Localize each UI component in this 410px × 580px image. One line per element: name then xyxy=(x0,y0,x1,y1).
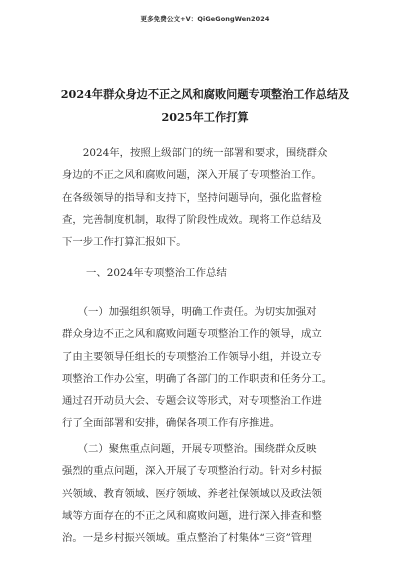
paragraph-line: 下一步工作打算汇报如下。 xyxy=(62,236,187,249)
paragraph-line: 群众身边不正之风和腐败问题专项整治工作的领导，成立 xyxy=(62,328,322,341)
document-title-line2: 2025年工作打算 xyxy=(161,110,249,124)
paragraph-line: 在各级领导的指导和支持下，坚持问题导向，强化监督检 xyxy=(62,191,322,204)
intro-paragraph xyxy=(62,142,352,253)
paragraph-line: 项整治工作办公室，明确了各部门的工作职责和任务分工。 xyxy=(62,372,333,385)
document-title-line1: 2024年群众身边不正之风和腐败问题专项整治工作总结及 xyxy=(60,87,350,101)
paragraph-line: 2024年，按照上级部门的统一部署和要求，围绕群众 xyxy=(62,147,328,159)
section-paragraph-2 xyxy=(62,438,352,549)
paragraph-line: 域等方面存在的不正之风和腐败问题，进行深入排查和整 xyxy=(62,509,322,522)
section-paragraph-1 xyxy=(62,301,352,435)
paragraph-line: 身边的不正之风和腐败问题，深入开展了专项整治工作。 xyxy=(62,169,322,182)
header-watermark: 更多免费公文+V：QiGeGongWen2024 xyxy=(140,15,270,23)
paragraph-line: （二）聚焦重点问题，开展专项整治。围绕群众反映 xyxy=(62,443,317,455)
section-heading: 一、2024年专项整治工作总结 xyxy=(86,267,227,279)
paragraph-line: 了由主要领导任组长的专项整治工作领导小组，并设立专 xyxy=(62,350,322,363)
paragraph-line: 治。一是乡村振兴领域。重点整治了村集体“三资”管理 xyxy=(62,532,312,545)
paragraph-line: 行了全面部署和安排，确保各项工作有序推进。 xyxy=(62,417,281,430)
paragraph-line: 通过召开动员大会、专题会议等形式，对专项整治工作进 xyxy=(62,395,322,408)
paragraph-line: 兴领域、教育领域、医疗领域、养老社保领域以及政法领 xyxy=(62,487,322,500)
paragraph-line: （一）加强组织领导，明确工作责任。为切实加强对 xyxy=(62,306,317,318)
paragraph-line: 强烈的重点问题，深入开展了专项整治行动。针对乡村振 xyxy=(62,465,322,478)
paragraph-line: 查，完善制度机制，取得了阶段性成效。现将工作总结及 xyxy=(62,213,322,226)
